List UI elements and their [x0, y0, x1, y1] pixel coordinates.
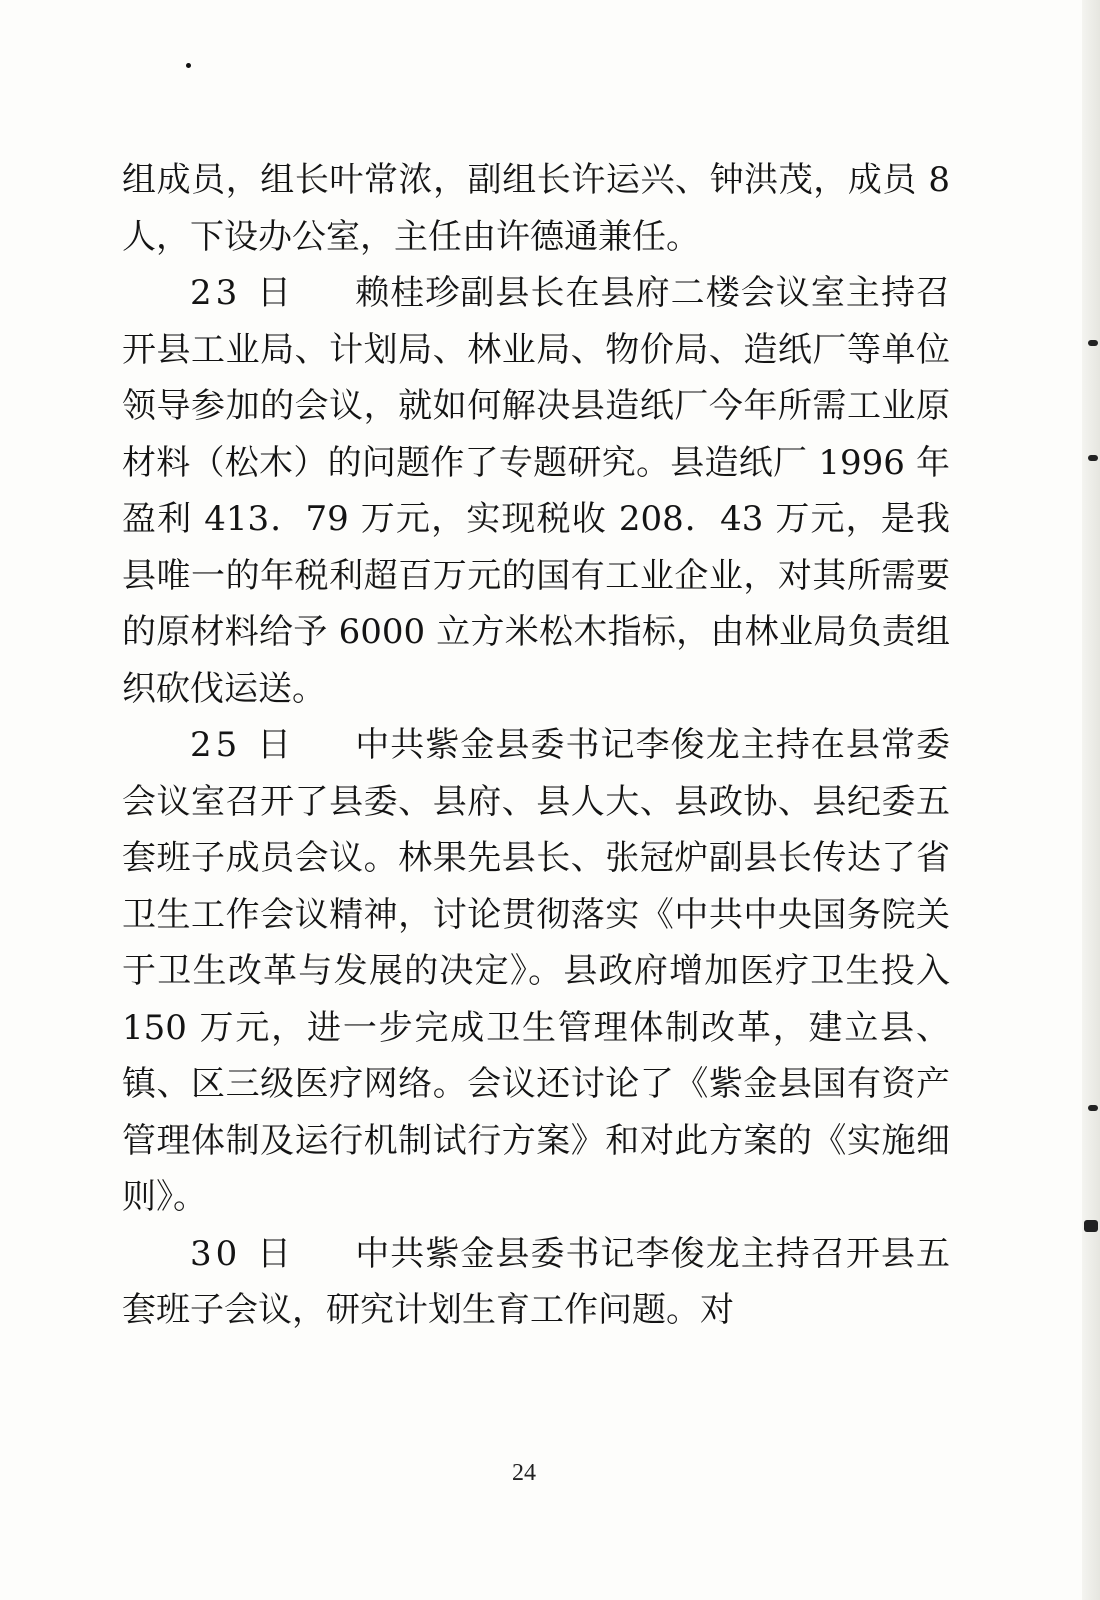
entry-date: 30 日: [190, 1233, 297, 1274]
paragraph-text: 组成员，组长叶常浓，副组长许运兴、钟洪茂，成员 8 人，下设办公室，主任由许德通兼任。: [122, 160, 950, 257]
paragraph-text: 中共紫金县委书记李俊龙主持召开县五套班子会议，研究计划生育工作问题。对: [122, 1233, 950, 1330]
paragraph-entry-30: [122, 1226, 950, 1339]
scan-mark: [1084, 1220, 1098, 1232]
scan-edge: [1082, 0, 1100, 1600]
entry-date: 25 日: [190, 725, 297, 765]
paragraph-entry-25: [122, 717, 950, 1226]
paragraph-text: 中共紫金县委书记李俊龙主持在县常委会议室召开了县委、县府、县人大、县政协、县纪委五套班子成员会议。林果先县长、张冠炉副县长传达了省卫生工作会议精神，讨论贯彻落实《中共中央国务院关于卫生改革与发展的决定》。县政府增加医疗卫生投入 150 万元，进一步完成卫生管理体制改革，建立县、镇、区三级医疗网络。会议还讨论了《紫金县国有资产管理体制及运行机制试行方案》和对此方案的《实施细则》。: [122, 725, 950, 1217]
scan-mark: [1088, 455, 1098, 461]
body-text: [122, 152, 950, 1339]
scan-speck: [186, 63, 191, 68]
entry-date: 23 日: [190, 273, 297, 313]
scan-mark: [1088, 340, 1098, 346]
paragraph-continuation: [122, 152, 950, 265]
paragraph-text: 赖桂珍副县长在县府二楼会议室主持召开县工业局、计划局、林业局、物价局、造纸厂等单位领导参加的会议，就如何解决县造纸厂今年所需工业原材料（松木）的问题作了专题研究。县造纸厂 1996 年盈利 413．79 万元，实现税收 208．43 万元，是我县唯一的年税利超百万元的国有工业企业，对其所需要的原材料给予 6000 立方米松木指标，由林业局负责组织砍伐运送。: [122, 273, 950, 709]
scan-mark: [1088, 1105, 1098, 1111]
page-number: 24: [512, 1460, 536, 1486]
paragraph-entry-23: [122, 265, 950, 717]
